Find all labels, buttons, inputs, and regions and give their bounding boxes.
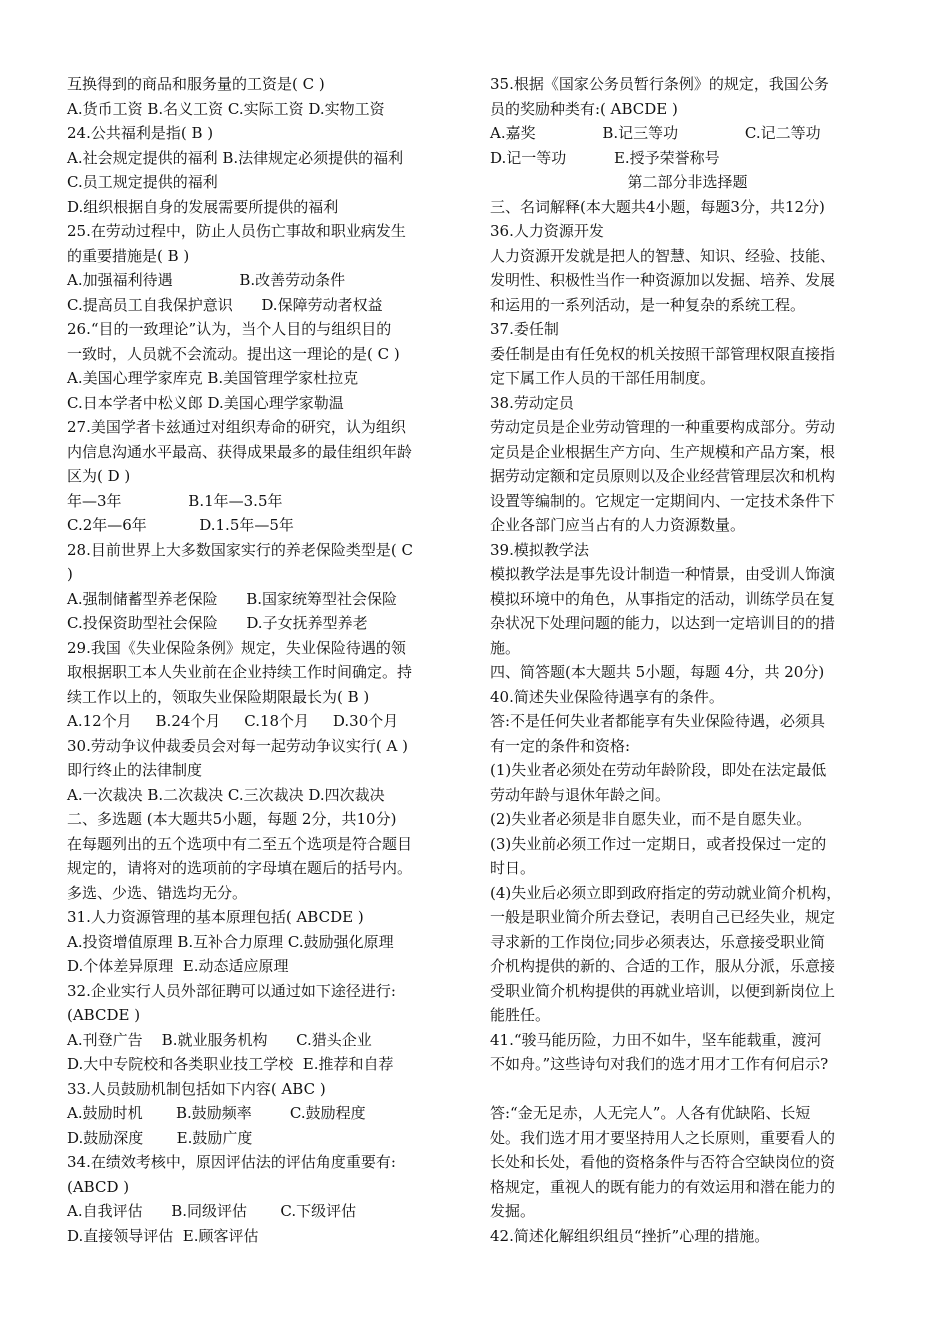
right-column-line: 发掘。 [490,1202,536,1220]
left-column-line: 多选、少选、错选均无分。 [67,883,248,902]
right-column-line: (4)失业后必须立即到政府指定的劳动就业简介机构， [490,883,842,902]
part-two-heading: 第二部分非选择题 [627,173,748,191]
right-column-line: 介机构提供的新的、合适的工作，服从分派，乐意接 [490,957,836,975]
left-column [67,72,462,1248]
left-column-line: C.日本学者中松义郎 D.美国心理学家勒温 [67,393,344,412]
left-column-line: 年—3年 B.1年—3.5年 [67,491,283,510]
left-column-line: 内信息沟通水平最高、获得成果最多的最佳组织年龄 [67,442,413,461]
left-column-line: 32.企业实行人员外部征聘可以通过如下途径进行: [67,981,396,1000]
left-column-line: D.直接领导评估 E.顾客评估 [67,1226,259,1245]
left-column-line: 34.在绩效考核中，原因评估法的评估角度重要有: [67,1153,396,1171]
left-column-line: 互换得到的商品和服务量的工资是( C ) [67,75,325,93]
right-column-line: (1)失业者必须处在劳动年龄阶段，即处在法定最低 [490,761,827,779]
right-column-line: 据劳动定额和定员原则以及企业经营管理层次和机构 [490,467,836,485]
right-column-line: (3)失业前必须工作过一定期日，或者投保过一定的 [490,834,827,853]
right-column-line: 41.“骏马能历险，力田不如牛，坚车能载重，渡河 [490,1030,822,1049]
left-column-line: 24.公共福利是指( B ) [67,124,214,142]
right-column-line: 38.劳动定员 [490,393,574,412]
left-column-line: A.加强福利待遇 B.改善劳动条件 [67,271,346,289]
left-column-line: 33.人员鼓励机制包括如下内容( ABC ) [67,1079,326,1098]
left-column-line: 30.劳动争议仲裁委员会对每一起劳动争议实行( A ) [67,736,408,755]
right-column [490,72,885,1248]
right-column-line: 设置等编制的。它规定一定期间内、一定技术条件下 [490,491,836,510]
right-column-line: 劳动年龄与退休年龄之间。 [490,785,671,804]
left-column-line: D.组织根据自身的发展需要所提供的福利 [67,197,339,216]
left-column-line: A.鼓励时机 B.鼓励频率 C.鼓励程度 [67,1104,366,1122]
left-column-line: ) [67,565,73,583]
left-column-line: 25.在劳动过程中，防止人员伤亡事故和职业病发生 [67,222,406,240]
right-column-line: 37.委任制 [490,320,559,338]
left-column-line: C.2年—6年 D.1.5年—5年 [67,516,294,534]
right-column-line: 和运用的一系列活动，是一种复杂的系统工程。 [490,295,806,314]
right-column-line: 委任制是由有任免权的机关按照干部管理权限直接指 [490,344,836,363]
right-column-line [490,1077,885,1102]
right-column-line: 42.简述化解组织组员“挫折”心理的措施。 [490,1226,770,1245]
left-column-line: 区为( D ) [67,467,131,485]
left-column-line: 的重要措施是( B ) [67,246,190,265]
right-column-line: 寻求新的工作岗位;同步必须表达，乐意接受职业简 [490,932,826,951]
right-column-line: 模拟环境中的角色，从事指定的活动，训练学员在复 [490,589,836,608]
left-column-line: 29.我国《失业保险条例》规定，失业保险待遇的领 [67,638,406,657]
right-column-line: 企业各部门应当占有的人力资源数量。 [490,516,746,534]
right-column-line: A.嘉奖 B.记三等功 C.记二等功 [490,124,821,142]
right-column-line: 39.模拟教学法 [490,540,589,559]
right-column-line: 处。我们选才用才要坚持用人之长原则，重要看人的 [490,1128,836,1147]
left-column-line: C.提高员工自我保护意识 D.保障劳动者权益 [67,295,383,314]
left-column-line: A.美国心理学家库克 B.美国管理学家杜拉克 [67,369,359,387]
right-column-line: 模拟教学法是事先设计制造一种情景，由受训人饰演 [490,565,836,583]
left-column-line: (ABCD ) [67,1177,130,1196]
right-column-line: 40.简述失业保险待遇享有的条件。 [490,687,724,706]
left-column-line: 27.美国学者卡兹通过对组织寿命的研究，认为组织 [67,418,406,436]
left-column-line: A.投资增值原理 B.互补合力原理 C.鼓励强化原理 [67,932,394,951]
left-column-line: A.强制储蓄型养老保险 B.国家统筹型社会保险 [67,589,398,608]
right-column-line: 员的奖励种类有:( ABCDE ) [490,99,678,118]
left-column-line: 即行终止的法律制度 [67,761,203,779]
right-column-line: 答:不是任何失业者都能享有失业保险待遇，必须具 [490,712,826,730]
right-column-line: 能胜任。 [490,1006,551,1024]
right-column-line: 受职业简介机构提供的再就业培训，以便到新岗位上 [490,981,836,1000]
left-column-line: A.货币工资 B.名义工资 C.实际工资 D.实物工资 [67,99,385,118]
left-column-line: A.自我评估 B.同级评估 C.下级评估 [67,1202,357,1220]
left-column-line: C.投保资助型社会保险 D.子女抚养型养老 [67,614,368,632]
left-column-line: A.12个月 B.24个月 C.18个月 D.30个月 [67,712,399,730]
right-column-line: 不如舟。”这些诗句对我们的选才用才工作有何启示? [490,1055,829,1073]
left-column-line: 续工作以上的，领取失业保险期限最长为( B ) [67,687,370,706]
right-column-line: 定员是企业根据生产方向、生产规模和产品方案，根 [490,442,836,461]
right-column-line: D.记一等功 E.授予荣誉称号 [490,148,720,167]
left-column-line: (ABCDE ) [67,1006,141,1024]
right-column-line: 长处和长处，看他的资格条件与否符合空缺岗位的资 [490,1153,836,1171]
right-column-line: (2)失业者必须是非自愿失业，而不是自愿失业。 [490,810,812,828]
left-column-line: A.社会规定提供的福利 B.法律规定必须提供的福利 [67,148,404,167]
right-column-line: 三、名词解释(本大题共4小题，每题3分，共12分) [490,197,825,216]
left-column-line: 26.“目的一致理论”认为，当个人目的与组织目的 [67,320,392,338]
left-column-line: 规定的，请将对的选项前的字母填在题后的括号内。 [67,859,413,877]
left-column-line: A.刊登广告 B.就业服务机构 C.猎头企业 [67,1030,372,1049]
right-column-line: 时日。 [490,859,536,877]
left-column-line: 一致时，人员就不会流动。提出这一理论的是( C ) [67,344,400,363]
right-column-line: 答:“金无足赤，人无完人”。人各有优缺陷、长短 [490,1104,811,1122]
left-column-line: C.员工规定提供的福利 [67,173,218,191]
right-column-line: 发明性、积极性当作一种资源加以发掘、培养、发展 [490,271,836,289]
right-column-line: 定下属工作人员的干部任用制度。 [490,369,716,387]
right-column-line: 36.人力资源开发 [490,222,604,240]
left-column-line: 二、多选题 (本大题共5小题，每题 2分，共10分) [67,810,397,828]
left-column-line: D.个体差异原理 E.动态适应原理 [67,957,289,975]
left-column-line: D.大中专院校和各类职业技工学校 E.推荐和自荐 [67,1055,394,1073]
right-column-line: 劳动定员是企业劳动管理的一种重要构成部分。劳动 [490,418,836,436]
right-column-line: 格规定，重视人的既有能力的有效运用和潜在能力的 [490,1177,836,1196]
right-column-line: 人力资源开发就是把人的智慧、知识、经验、技能、 [490,246,836,265]
right-column-line: 35.根据《国家公务员暂行条例》的规定，我国公务 [490,75,829,93]
right-column-line: 一般是职业简介所去登记，表明自己已经失业，规定 [490,908,836,926]
left-column-line: D.鼓励深度 E.鼓励广度 [67,1128,253,1147]
left-column-line: 28.目前世界上大多数国家实行的养老保险类型是( C [67,540,413,559]
left-column-line: 31.人力资源管理的基本原理包括( ABCDE ) [67,908,364,926]
left-column-line: 取根据职工本人失业前在企业持续工作时间确定。持 [67,663,413,681]
right-column-line: 有一定的条件和资格: [490,736,631,755]
left-column-line: A.一次裁决 B.二次裁决 C.三次裁决 D.四次裁决 [67,785,385,804]
right-column-line: 杂状况下处理问题的能力，以达到一定培训目的的措 [490,614,836,632]
right-column-line: 四、简答题(本大题共 5小题，每题 4分，共 20分) [490,663,825,681]
right-column-line: 施。 [490,638,521,657]
left-column-line: 在每题列出的五个选项中有二至五个选项是符合题目 [67,834,413,853]
